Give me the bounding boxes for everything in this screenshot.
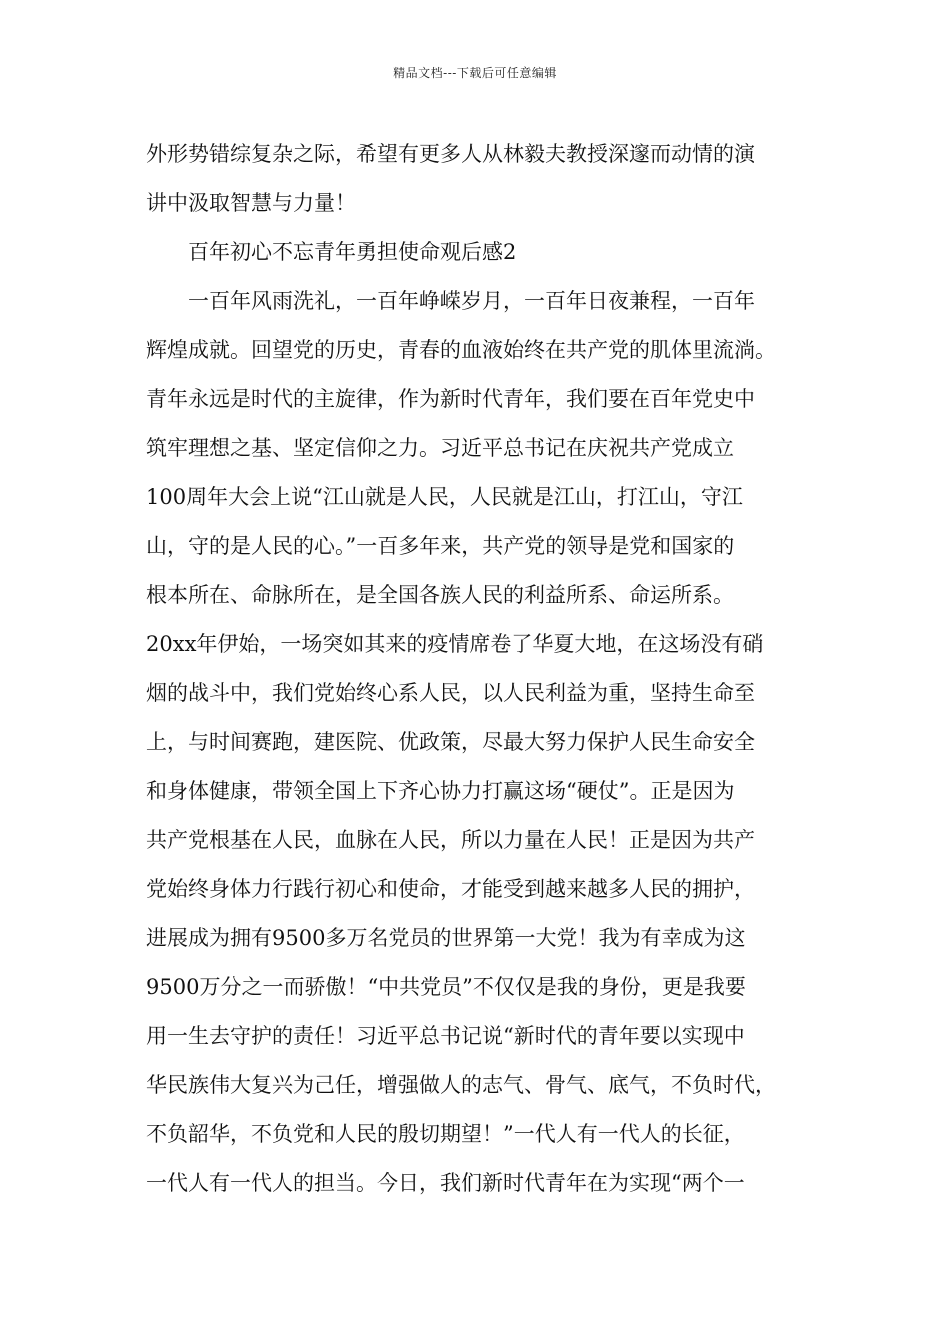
- paragraph-line: 不负韶华，不负党和人民的殷切期望！”一代人有一代人的长征，: [146, 1122, 745, 1146]
- paragraph-line: 100周年大会上说“江山就是人民，人民就是江山，打江山，守江: [146, 485, 743, 509]
- paragraph-line: 讲中汲取智慧与力量！: [146, 191, 356, 215]
- paragraph-line: 9500万分之一而骄傲！“中共党员”不仅仅是我的身份，更是我要: [146, 975, 746, 999]
- paragraph-line: 20xx年伊始，一场突如其来的疫情席卷了华夏大地，在这场没有硝: [146, 632, 764, 656]
- paragraph-line: 一代人有一代人的担当。今日，我们新时代青年在为实现“两个一: [146, 1171, 745, 1195]
- paragraph-line: 上，与时间赛跑，建医院、优政策，尽最大努力保护人民生命安全: [146, 730, 755, 754]
- paragraph-line: 共产党根基在人民，血脉在人民，所以力量在人民！正是因为共产: [146, 828, 755, 852]
- paragraph-line: 华民族伟大复兴为己任，增强做人的志气、骨气、底气，不负时代，: [146, 1073, 776, 1097]
- paragraph-line: 外形势错综复杂之际，希望有更多人从林毅夫教授深邃而动情的演: [146, 142, 755, 166]
- page-header: 精品文档---下载后可任意编辑: [393, 66, 557, 80]
- paragraph-line: 一百年风雨洗礼，一百年峥嵘岁月，一百年日夜兼程，一百年: [188, 289, 755, 313]
- paragraph-line: 辉煌成就。回望党的历史，青春的血液始终在共产党的肌体里流淌。: [146, 338, 776, 362]
- paragraph-line: 根本所在、命脉所在，是全国各族人民的利益所系、命运所系。: [146, 583, 734, 607]
- section-title: 百年初心不忘青年勇担使命观后感2: [188, 240, 517, 264]
- paragraph-line: 党始终身体力行践行初心和使命，才能受到越来越多人民的拥护，: [146, 877, 755, 901]
- paragraph-line: 烟的战斗中，我们党始终心系人民，以人民利益为重，坚持生命至: [146, 681, 755, 705]
- paragraph-line: 青年永远是时代的主旋律，作为新时代青年，我们要在百年党史中: [146, 387, 755, 411]
- paragraph-line: 筑牢理想之基、坚定信仰之力。习近平总书记在庆祝共产党成立: [146, 436, 734, 460]
- document-body: [146, 130, 826, 1208]
- paragraph-line: 和身体健康，带领全国上下齐心协力打赢这场“硬仗”。正是因为: [146, 779, 735, 803]
- paragraph-line: 进展成为拥有9500多万名党员的世界第一大党！我为有幸成为这: [146, 926, 746, 950]
- paragraph-line: 用一生去守护的责任！习近平总书记说“新时代的青年要以实现中: [146, 1024, 745, 1048]
- paragraph-line: 山，守的是人民的心。”一百多年来，共产党的领导是党和国家的: [146, 534, 735, 558]
